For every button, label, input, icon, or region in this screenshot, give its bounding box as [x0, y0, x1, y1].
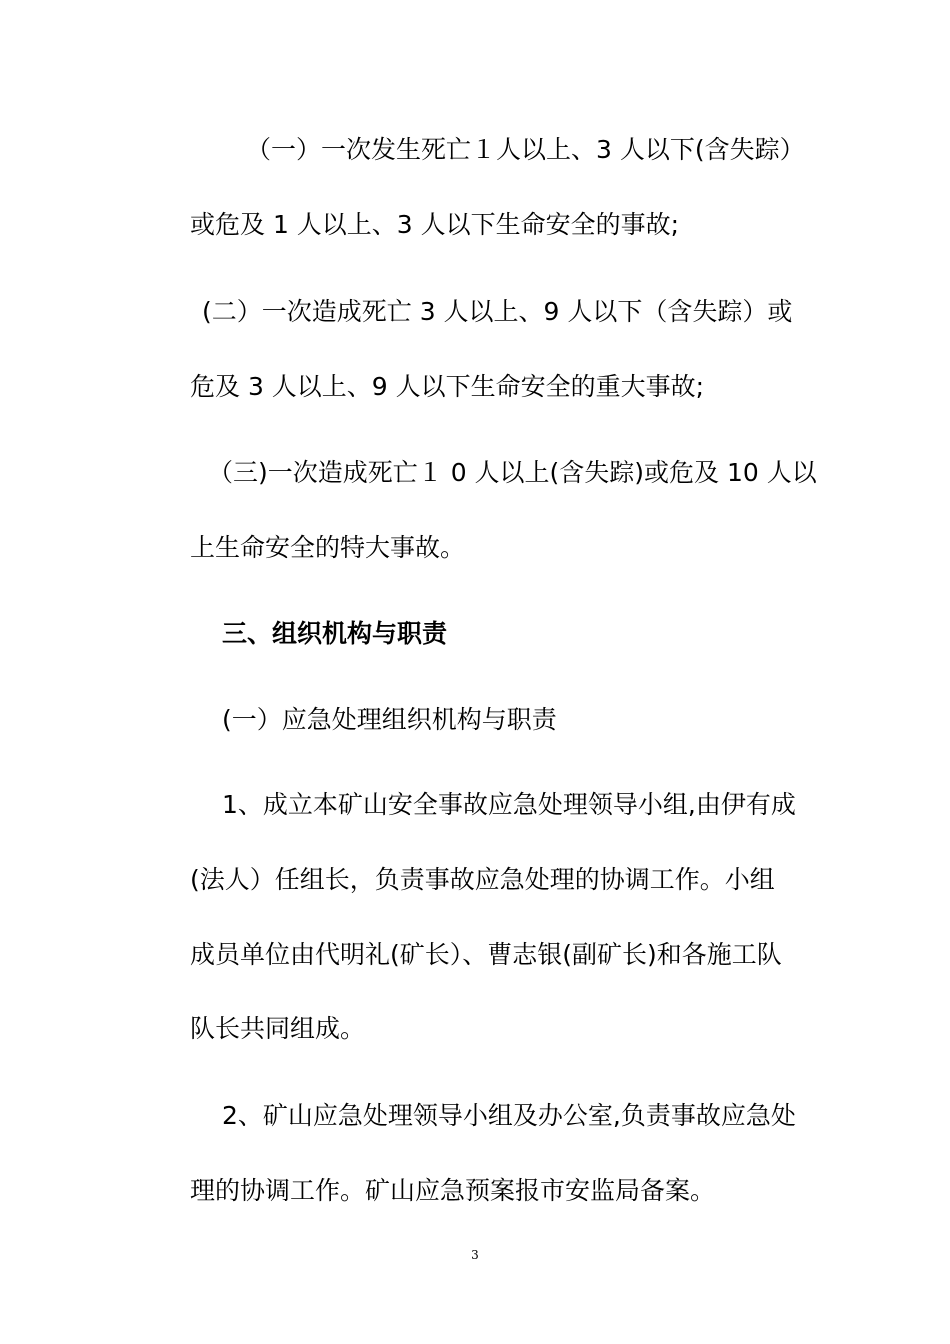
paragraph-line: (法人）任组长，负责事故应急处理的协调工作。小组: [190, 865, 775, 894]
subsection-heading: (一）应急处理组织机构与职责: [222, 705, 557, 734]
page-number: 3: [471, 1248, 479, 1262]
paragraph-line: （一）一次发生死亡１人以上、3 人以下(含失踪）: [246, 135, 805, 164]
paragraph-line: 队长共同组成。: [190, 1014, 366, 1043]
section-heading: 三、组织机构与职责: [222, 619, 448, 648]
paragraph-line: 或危及 1 人以上、3 人以下生命安全的事故;: [190, 210, 680, 239]
paragraph-line: 危及 3 人以上、9 人以下生命安全的重大事故;: [190, 372, 705, 401]
paragraph-line: 理的协调工作。矿山应急预案报市安监局备案。: [190, 1176, 716, 1205]
paragraph-line: 上生命安全的特大事故。: [190, 533, 466, 562]
paragraph-line: 成员单位由代明礼(矿长）、曹志银(副矿长)和各施工队: [190, 940, 782, 969]
paragraph-line: 1、成立本矿山安全事故应急处理领导小组,由伊有成: [222, 790, 796, 819]
paragraph-line: （三)一次造成死亡１ 0 人以上(含失踪)或危及 10 人以: [208, 458, 817, 487]
paragraph-line: (二）一次造成死亡 3 人以上、9 人以下（含失踪）或: [202, 297, 793, 326]
paragraph-line: 2、矿山应急处理领导小组及办公室,负责事故应急处: [222, 1101, 796, 1130]
